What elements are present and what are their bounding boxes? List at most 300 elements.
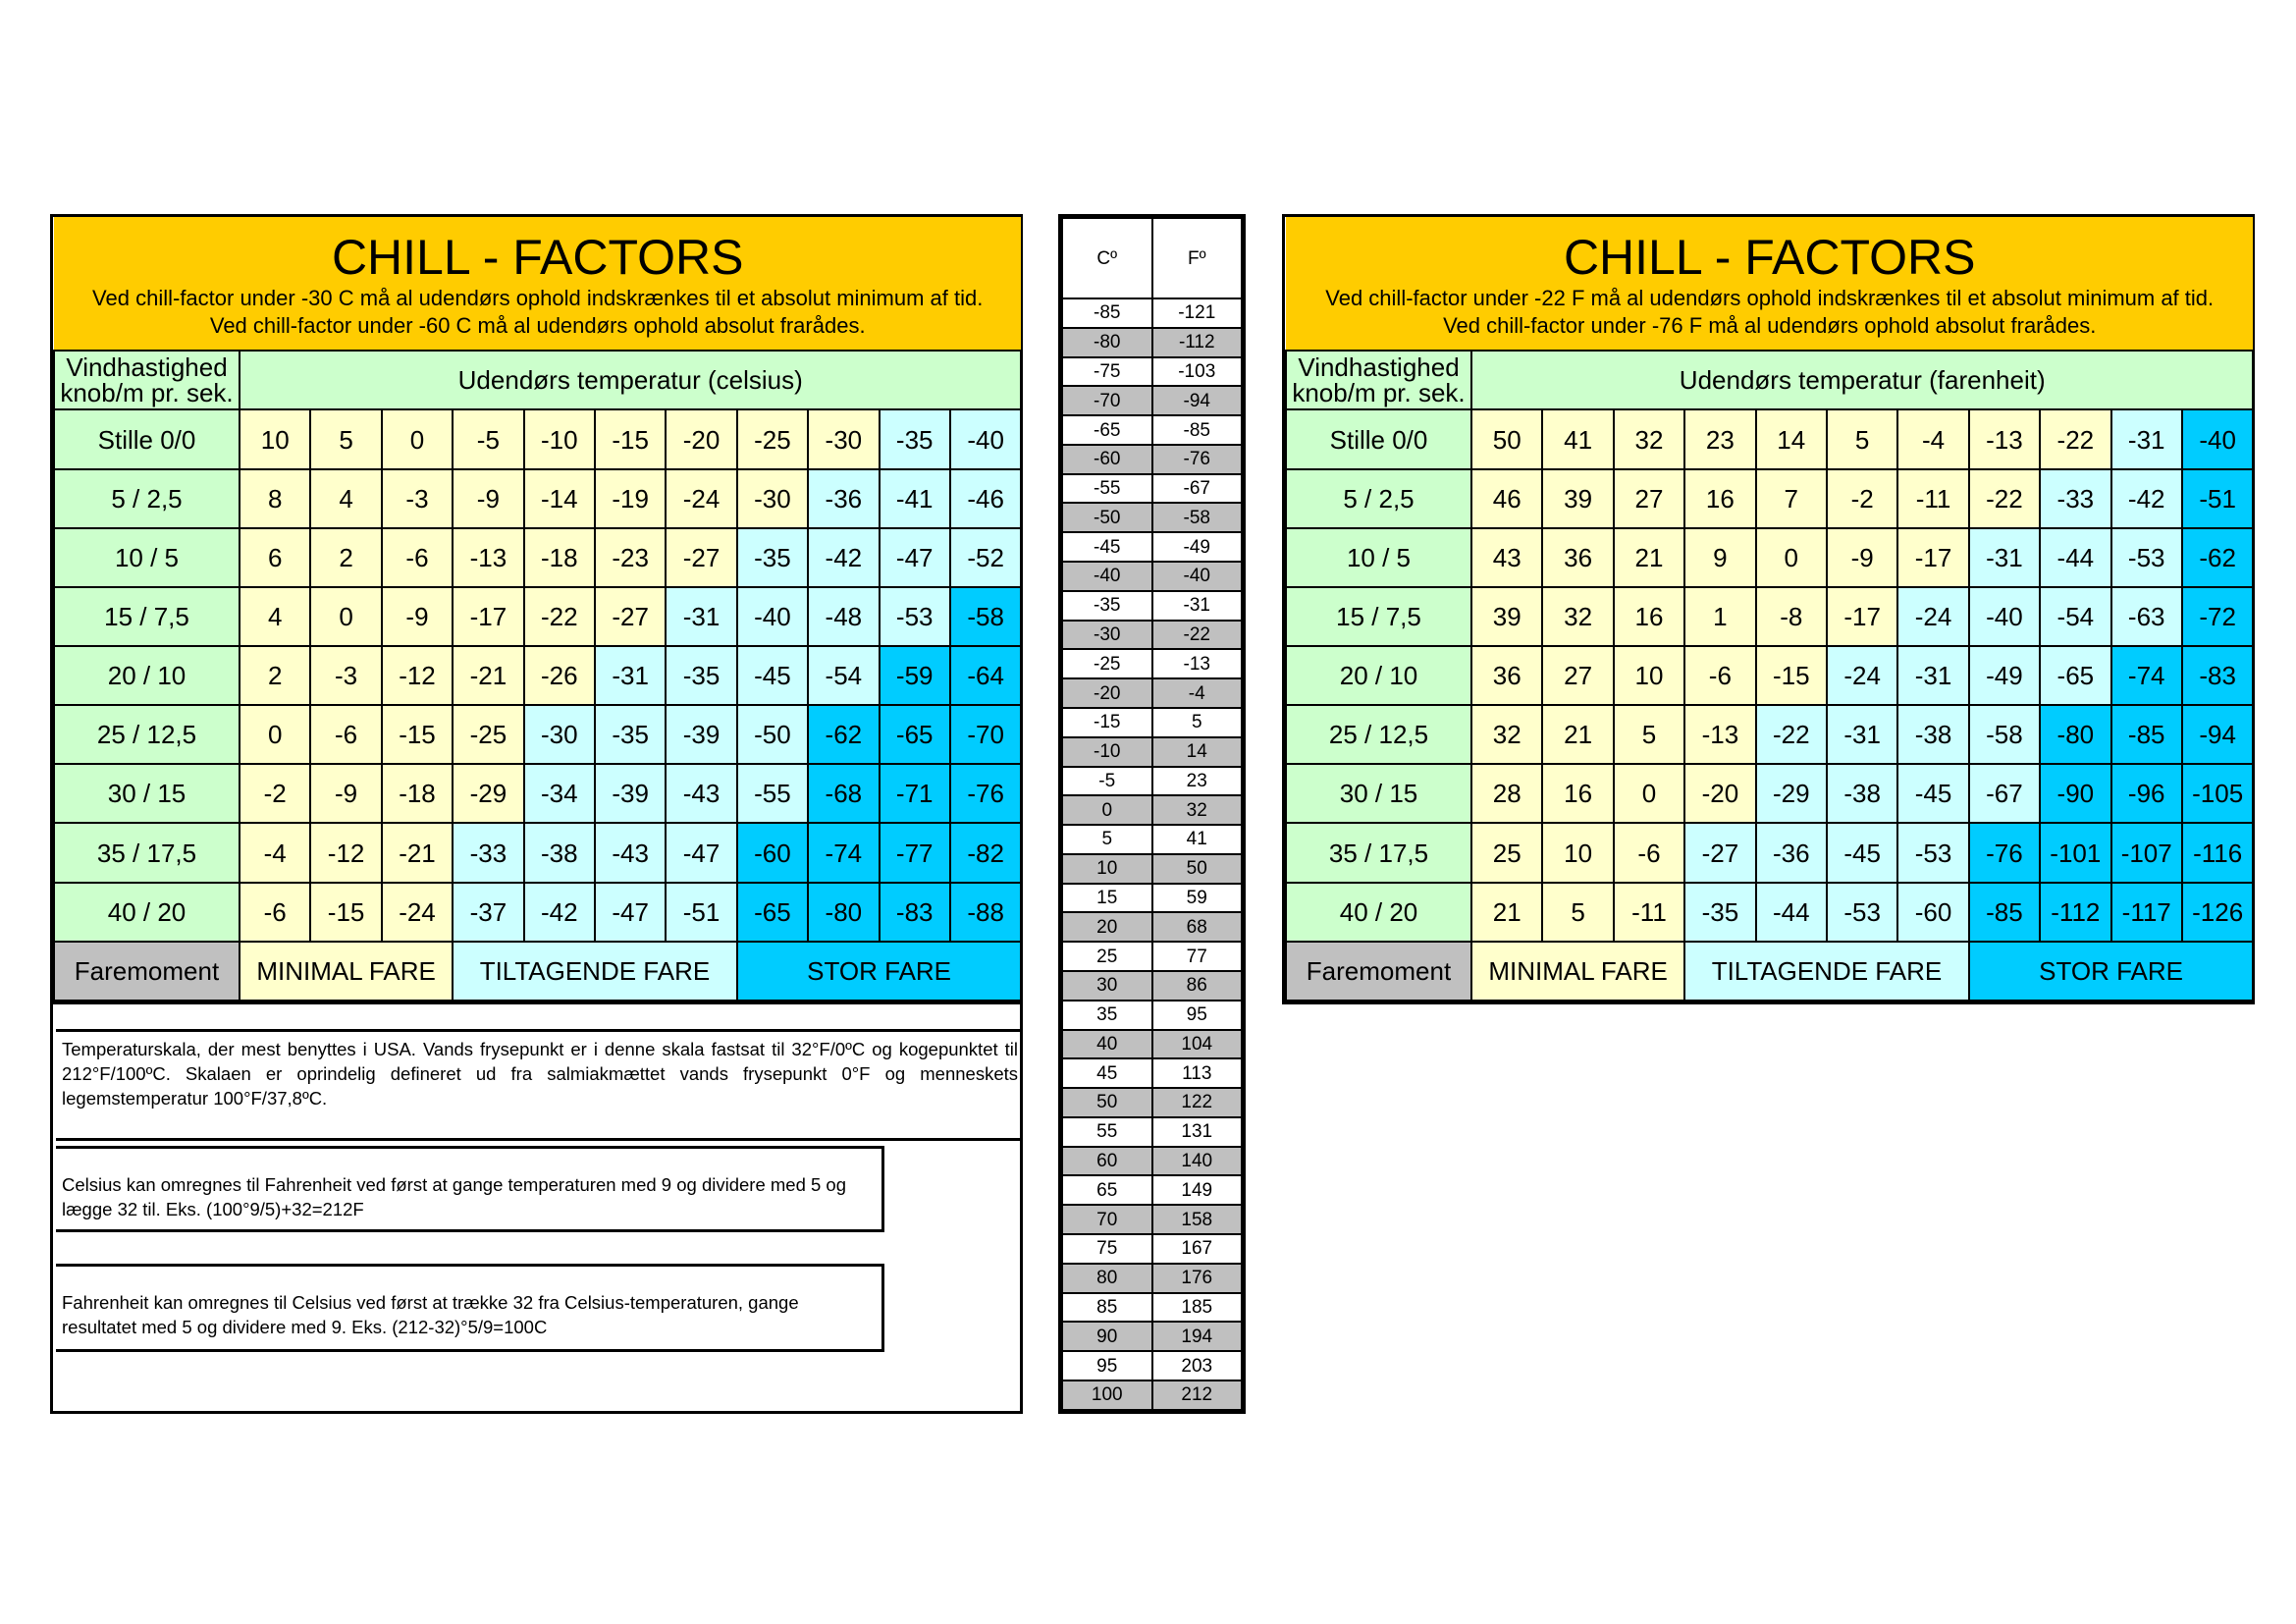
conversion-row	[1062, 591, 1242, 621]
celsius-chill-value: -39	[666, 705, 736, 764]
fahrenheit-chill-value: -31	[1827, 705, 1897, 764]
celsius-chill-value: -6	[310, 705, 381, 764]
conversion-grid	[1061, 217, 1243, 1411]
fahrenheit-chill-value: 39	[1471, 587, 1542, 646]
celsius-chill-value: -12	[382, 646, 453, 705]
conversion-fahrenheit-value: -85	[1152, 415, 1243, 445]
fahrenheit-chill-value: 5	[1614, 705, 1684, 764]
celsius-chill-value: -24	[666, 469, 736, 528]
celsius-chill-value: -65	[737, 883, 808, 942]
fahrenheit-chill-table	[1285, 217, 2254, 1001]
celsius-chill-value: -82	[950, 823, 1022, 882]
celsius-chill-value: -20	[666, 409, 736, 468]
fahrenheit-row	[1286, 646, 2253, 705]
fahrenheit-legend-label: Faremoment	[1286, 942, 1471, 1001]
fahrenheit-chill-value: -96	[2111, 764, 2182, 823]
celsius-legend-tiltagende: TILTAGENDE FARE	[453, 942, 737, 1001]
conversion-fahrenheit-value: 140	[1152, 1147, 1243, 1176]
celsius-wind-speed-label: 30 / 15	[54, 764, 240, 823]
conversion-fahrenheit-value: 86	[1152, 971, 1243, 1001]
fahrenheit-chill-value: -20	[1684, 764, 1755, 823]
conversion-fahrenheit-value: -4	[1152, 678, 1243, 708]
conversion-fahrenheit-value: 158	[1152, 1205, 1243, 1234]
conversion-row	[1062, 445, 1242, 474]
celsius-chill-value: -47	[880, 528, 950, 587]
fahrenheit-row	[1286, 469, 2253, 528]
conversion-celsius-value: -20	[1062, 678, 1152, 708]
fahrenheit-chill-value: 16	[1684, 469, 1755, 528]
fahrenheit-chill-value: -8	[1756, 587, 1827, 646]
fahrenheit-title: CHILL - FACTORS	[1563, 229, 1976, 285]
conversion-row	[1062, 1264, 1242, 1293]
fahrenheit-chill-value: 25	[1471, 823, 1542, 882]
conversion-row	[1062, 1205, 1242, 1234]
celsius-chill-value: -3	[382, 469, 453, 528]
conversion-fahrenheit-value: -121	[1152, 298, 1243, 328]
conversion-row	[1062, 971, 1242, 1001]
conversion-fahrenheit-value: -112	[1152, 328, 1243, 357]
conversion-celsius-value: -65	[1062, 415, 1152, 445]
fahrenheit-chill-value: -54	[2040, 587, 2110, 646]
celsius-chill-value: -29	[453, 764, 523, 823]
fahrenheit-title-block	[1286, 217, 2253, 351]
fahrenheit-chill-value: -29	[1756, 764, 1827, 823]
conversion-celsius-value: 35	[1062, 1001, 1152, 1030]
fahrenheit-chill-value: -53	[1827, 883, 1897, 942]
celsius-legend-label: Faremoment	[54, 942, 240, 1001]
celsius-chill-value: -65	[880, 705, 950, 764]
celsius-chill-value: -83	[880, 883, 950, 942]
celsius-row	[54, 705, 1021, 764]
celsius-wind-header	[54, 351, 240, 409]
conversion-body	[1062, 218, 1242, 1410]
fahrenheit-row	[1286, 705, 2253, 764]
conversion-row	[1062, 621, 1242, 650]
celsius-row	[54, 587, 1021, 646]
celsius-chill-value: -88	[950, 883, 1022, 942]
celsius-chill-value: -31	[666, 587, 736, 646]
conversion-celsius-value: 80	[1062, 1264, 1152, 1293]
conversion-row	[1062, 1001, 1242, 1030]
conversion-row	[1062, 1175, 1242, 1205]
fahrenheit-chill-value: 21	[1614, 528, 1684, 587]
conversion-celsius-value: -75	[1062, 357, 1152, 387]
fahrenheit-chill-value: 27	[1542, 646, 1613, 705]
conversion-fahrenheit-value: 32	[1152, 795, 1243, 825]
fahrenheit-chill-value: -45	[1897, 764, 1968, 823]
fahrenheit-row	[1286, 587, 2253, 646]
fahrenheit-chill-value: 50	[1471, 409, 1542, 468]
celsius-chill-value: 2	[310, 528, 381, 587]
fahrenheit-chill-value: -94	[2182, 705, 2254, 764]
conversion-fahrenheit-value: 14	[1152, 737, 1243, 767]
fahrenheit-chill-value: -17	[1897, 528, 1968, 587]
fahrenheit-chill-value: -116	[2182, 823, 2254, 882]
conversion-row	[1062, 357, 1242, 387]
celsius-row	[54, 823, 1021, 882]
fahrenheit-chill-value: -22	[1756, 705, 1827, 764]
conversion-celsius-value: -70	[1062, 386, 1152, 415]
conversion-celsius-value: -50	[1062, 503, 1152, 532]
conversion-celsius-value: -40	[1062, 562, 1152, 591]
conversion-row	[1062, 1322, 1242, 1351]
celsius-wind-speed-label: 20 / 10	[54, 646, 240, 705]
fahrenheit-wind-speed-label: 30 / 15	[1286, 764, 1471, 823]
fahrenheit-chill-value: -38	[1897, 705, 1968, 764]
conversion-celsius-value: -45	[1062, 532, 1152, 562]
conversion-row	[1062, 678, 1242, 708]
conversion-fahrenheit-value: 194	[1152, 1322, 1243, 1351]
celsius-wind-header-line1: Vindhastighed	[66, 352, 228, 383]
celsius-chill-value: -47	[666, 823, 736, 882]
celsius-chill-value: -43	[595, 823, 666, 882]
celsius-chill-value: 0	[382, 409, 453, 468]
celsius-chill-value: -2	[240, 764, 310, 823]
fahrenheit-legend-body	[1286, 942, 2253, 1001]
conversion-fahrenheit-value: 131	[1152, 1117, 1243, 1147]
conversion-fahrenheit-value: -40	[1152, 562, 1243, 591]
conversion-celsius-value: 85	[1062, 1293, 1152, 1323]
conversion-fahrenheit-value: -58	[1152, 503, 1243, 532]
fahrenheit-chill-value: -13	[1684, 705, 1755, 764]
celsius-chill-value: -4	[240, 823, 310, 882]
celsius-wind-speed-label: 15 / 7,5	[54, 587, 240, 646]
conversion-fahrenheit-value: 122	[1152, 1088, 1243, 1117]
celsius-chill-value: -47	[595, 883, 666, 942]
celsius-wind-speed-label: 5 / 2,5	[54, 469, 240, 528]
conversion-celsius-value: 95	[1062, 1351, 1152, 1380]
conversion-celsius-value: 50	[1062, 1088, 1152, 1117]
fahrenheit-wind-header	[1286, 351, 1471, 409]
celsius-chill-value: -25	[737, 409, 808, 468]
fahrenheit-chill-value: -31	[1897, 646, 1968, 705]
note-fahrenheit-to-celsius: Fahrenheit kan omregnes til Celsius ved først at trække 32 fra Celsius-temperaturen, gange resultatet med 5 og dividere med 9. Eks. (212-32)°5/9=100C	[56, 1264, 884, 1352]
fahrenheit-chill-value: -58	[1969, 705, 2040, 764]
celsius-chill-value: -35	[880, 409, 950, 468]
celsius-chill-value: -45	[737, 646, 808, 705]
conversion-fahrenheit-value: 176	[1152, 1264, 1243, 1293]
celsius-wind-speed-label: 35 / 17,5	[54, 823, 240, 882]
celsius-warning-2: Ved chill-factor under -60 C må al udendørs ophold absolut frarådes.	[209, 312, 866, 338]
celsius-chill-chart	[50, 214, 1023, 1004]
conversion-fahrenheit-value: -13	[1152, 649, 1243, 678]
celsius-chill-value: -19	[595, 469, 666, 528]
celsius-title: CHILL - FACTORS	[331, 229, 744, 285]
celsius-warning-1: Ved chill-factor under -30 C må al udendørs ophold indskrænkes til et absolut minimum af tid.	[92, 285, 984, 310]
celsius-row	[54, 883, 1021, 942]
conversion-celsius-value: -30	[1062, 621, 1152, 650]
fahrenheit-chill-value: -38	[1827, 764, 1897, 823]
conversion-row	[1062, 1234, 1242, 1264]
fahrenheit-chill-value: -2	[1827, 469, 1897, 528]
celsius-chill-value: -43	[666, 764, 736, 823]
celsius-temp-header: Udendørs temperatur (celsius)	[240, 351, 1021, 409]
celsius-chill-value: -38	[524, 823, 595, 882]
celsius-chill-value: -31	[595, 646, 666, 705]
fahrenheit-chill-value: 27	[1614, 469, 1684, 528]
celsius-legend-body	[54, 942, 1021, 1001]
conversion-celsius-value: -10	[1062, 737, 1152, 767]
fahrenheit-wind-speed-label: Stille 0/0	[1286, 409, 1471, 468]
fahrenheit-legend-minimal: MINIMAL FARE	[1471, 942, 1684, 1001]
conversion-fahrenheit-value: 59	[1152, 884, 1243, 913]
fahrenheit-chill-value: -31	[1969, 528, 2040, 587]
conversion-row	[1062, 854, 1242, 884]
fahrenheit-chill-value: 21	[1471, 883, 1542, 942]
celsius-chill-value: -39	[595, 764, 666, 823]
fahrenheit-warning-2: Ved chill-factor under -76 F må al udendørs ophold absolut frarådes.	[1443, 312, 2097, 338]
fahrenheit-chill-value: -60	[1897, 883, 1968, 942]
conversion-fahrenheit-value: 104	[1152, 1030, 1243, 1059]
conversion-celsius-value: 30	[1062, 971, 1152, 1001]
celsius-chill-value: -9	[310, 764, 381, 823]
celsius-chill-value: -15	[310, 883, 381, 942]
fahrenheit-chill-value: -117	[2111, 883, 2182, 942]
celsius-chill-value: -70	[950, 705, 1022, 764]
celsius-chill-value: 10	[240, 409, 310, 468]
celsius-chill-value: -18	[382, 764, 453, 823]
celsius-chill-value: -42	[808, 528, 879, 587]
conversion-row	[1062, 649, 1242, 678]
fahrenheit-chill-value: -51	[2182, 469, 2254, 528]
celsius-chill-value: -6	[240, 883, 310, 942]
fahrenheit-chill-value: -45	[1827, 823, 1897, 882]
fahrenheit-chill-value: -36	[1756, 823, 1827, 882]
fahrenheit-chill-value: 10	[1614, 646, 1684, 705]
note-fahrenheit-scale: Temperaturskala, der mest benyttes i USA. Vands frysepunkt er i denne skala fastsat til 32°F/0ºC og kogepunktet til 212°F/100ºC. Skalaen er oprindelig defineret ud fra salmiakmættet vands frysepunkt 0°F og menneskets legemstemperatur 100°F/37,8ºC.	[56, 1029, 1020, 1141]
celsius-chill-value: -64	[950, 646, 1022, 705]
fahrenheit-chill-value: -24	[1897, 587, 1968, 646]
fahrenheit-legend-tiltagende: TILTAGENDE FARE	[1684, 942, 1969, 1001]
fahrenheit-chill-value: -27	[1684, 823, 1755, 882]
conversion-celsius-value: 90	[1062, 1322, 1152, 1351]
celsius-row	[54, 469, 1021, 528]
celsius-chill-value: -17	[453, 587, 523, 646]
celsius-chill-value: -13	[453, 528, 523, 587]
fahrenheit-wind-speed-label: 15 / 7,5	[1286, 587, 1471, 646]
conversion-row	[1062, 1030, 1242, 1059]
celsius-chill-value: -74	[808, 823, 879, 882]
conversion-row	[1062, 328, 1242, 357]
fahrenheit-chill-value: 23	[1684, 409, 1755, 468]
conversion-row	[1062, 503, 1242, 532]
fahrenheit-chill-value: 1	[1684, 587, 1755, 646]
conversion-celsius-value: 15	[1062, 884, 1152, 913]
conversion-row	[1062, 415, 1242, 445]
notes-panel	[50, 1002, 1023, 1414]
note-celsius-to-fahrenheit: Celsius kan omregnes til Fahrenheit ved først at gange temperaturen med 9 og dividere med 5 og lægge 32 til. Eks. (100°9/5)+32=212F	[56, 1146, 884, 1232]
celsius-chill-table	[53, 217, 1022, 1001]
fahrenheit-wind-speed-label: 40 / 20	[1286, 883, 1471, 942]
celsius-chill-value: -10	[524, 409, 595, 468]
fahrenheit-row	[1286, 528, 2253, 587]
conversion-row	[1062, 298, 1242, 328]
fahrenheit-wind-header-line2: knob/m pr. sek.	[1292, 378, 1466, 408]
fahrenheit-chill-value: -4	[1897, 409, 1968, 468]
conversion-row	[1062, 912, 1242, 942]
celsius-chill-value: -53	[880, 587, 950, 646]
fahrenheit-wind-speed-label: 5 / 2,5	[1286, 469, 1471, 528]
conversion-fahrenheit-value: -49	[1152, 532, 1243, 562]
conversion-fahrenheit-value: 212	[1152, 1380, 1243, 1410]
celsius-chill-value: -22	[524, 587, 595, 646]
celsius-chill-value: 2	[240, 646, 310, 705]
fahrenheit-chill-value: -42	[2111, 469, 2182, 528]
celsius-chill-value: -35	[666, 646, 736, 705]
fahrenheit-chill-value: 39	[1542, 469, 1613, 528]
fahrenheit-chill-value: 36	[1542, 528, 1613, 587]
celsius-chill-value: 0	[240, 705, 310, 764]
conversion-table	[1058, 214, 1246, 1414]
conversion-fahrenheit-header: Fº	[1152, 218, 1243, 298]
celsius-chill-value: -42	[524, 883, 595, 942]
fahrenheit-chill-value: -80	[2040, 705, 2110, 764]
fahrenheit-chill-value: 43	[1471, 528, 1542, 587]
conversion-celsius-value: -5	[1062, 767, 1152, 796]
celsius-chill-value: -24	[382, 883, 453, 942]
conversion-row	[1062, 767, 1242, 796]
conversion-fahrenheit-value: 41	[1152, 825, 1243, 854]
conversion-fahrenheit-value: 77	[1152, 942, 1243, 971]
conversion-celsius-value: 5	[1062, 825, 1152, 854]
celsius-chill-value: 0	[310, 587, 381, 646]
celsius-chill-value: -35	[595, 705, 666, 764]
fahrenheit-warning-1: Ved chill-factor under -22 F må al udendørs ophold indskrænkes til et absolut minimum af tid.	[1325, 285, 2215, 310]
fahrenheit-chill-value: -65	[2040, 646, 2110, 705]
fahrenheit-chill-value: -83	[2182, 646, 2254, 705]
fahrenheit-wind-speed-label: 35 / 17,5	[1286, 823, 1471, 882]
celsius-chill-value: -12	[310, 823, 381, 882]
celsius-chill-value: -14	[524, 469, 595, 528]
conversion-celsius-value: 55	[1062, 1117, 1152, 1147]
celsius-chill-value: -52	[950, 528, 1022, 587]
celsius-chill-value: -18	[524, 528, 595, 587]
fahrenheit-chill-value: -67	[1969, 764, 2040, 823]
celsius-chill-value: 6	[240, 528, 310, 587]
celsius-chill-value: -9	[453, 469, 523, 528]
fahrenheit-chill-value: -6	[1614, 823, 1684, 882]
fahrenheit-chill-value: -101	[2040, 823, 2110, 882]
fahrenheit-chill-value: -63	[2111, 587, 2182, 646]
celsius-chill-value: -23	[595, 528, 666, 587]
conversion-row	[1062, 1351, 1242, 1380]
fahrenheit-legend-stor: STOR FARE	[1969, 942, 2254, 1001]
fahrenheit-chill-value: 5	[1542, 883, 1613, 942]
fahrenheit-chill-value: 21	[1542, 705, 1613, 764]
fahrenheit-chill-value: 10	[1542, 823, 1613, 882]
conversion-celsius-value: -35	[1062, 591, 1152, 621]
conversion-fahrenheit-value: -22	[1152, 621, 1243, 650]
fahrenheit-row	[1286, 409, 2253, 468]
conversion-celsius-value: 0	[1062, 795, 1152, 825]
fahrenheit-chill-value: -22	[1969, 469, 2040, 528]
celsius-row	[54, 646, 1021, 705]
conversion-fahrenheit-value: 23	[1152, 767, 1243, 796]
fahrenheit-chill-value: -49	[1969, 646, 2040, 705]
fahrenheit-chill-value: -17	[1827, 587, 1897, 646]
celsius-chill-value: 4	[310, 469, 381, 528]
celsius-chill-value: -77	[880, 823, 950, 882]
celsius-chill-value: -6	[382, 528, 453, 587]
fahrenheit-chill-value: -85	[1969, 883, 2040, 942]
conversion-celsius-value: -85	[1062, 298, 1152, 328]
conversion-fahrenheit-value: -67	[1152, 474, 1243, 504]
conversion-row	[1062, 474, 1242, 504]
celsius-row	[54, 528, 1021, 587]
conversion-row	[1062, 737, 1242, 767]
fahrenheit-wind-header-line1: Vindhastighed	[1298, 352, 1460, 383]
fahrenheit-chill-value: -40	[1969, 587, 2040, 646]
conversion-row	[1062, 825, 1242, 854]
fahrenheit-wind-speed-label: 25 / 12,5	[1286, 705, 1471, 764]
conversion-row	[1062, 562, 1242, 591]
celsius-chill-value: -5	[453, 409, 523, 468]
fahrenheit-chill-value: 28	[1471, 764, 1542, 823]
fahrenheit-chill-value: -53	[2111, 528, 2182, 587]
celsius-chill-value: -34	[524, 764, 595, 823]
fahrenheit-chill-value: -126	[2182, 883, 2254, 942]
celsius-chill-value: -26	[524, 646, 595, 705]
celsius-chill-value: -51	[666, 883, 736, 942]
celsius-chill-value: -54	[808, 646, 879, 705]
conversion-row	[1062, 1058, 1242, 1088]
conversion-celsius-value: 65	[1062, 1175, 1152, 1205]
conversion-fahrenheit-value: 167	[1152, 1234, 1243, 1264]
celsius-table-body	[54, 217, 1021, 942]
fahrenheit-chill-value: -85	[2111, 705, 2182, 764]
conversion-fahrenheit-value: -31	[1152, 591, 1243, 621]
fahrenheit-chill-value: 36	[1471, 646, 1542, 705]
fahrenheit-chill-value: -11	[1897, 469, 1968, 528]
conversion-row	[1062, 1380, 1242, 1410]
fahrenheit-chill-value: -105	[2182, 764, 2254, 823]
fahrenheit-chill-chart	[1282, 214, 2255, 1004]
celsius-chill-value: -40	[950, 409, 1022, 468]
conversion-fahrenheit-value: 68	[1152, 912, 1243, 942]
celsius-wind-speed-label: 40 / 20	[54, 883, 240, 942]
celsius-chill-value: -27	[595, 587, 666, 646]
conversion-celsius-value: 25	[1062, 942, 1152, 971]
celsius-chill-value: -35	[737, 528, 808, 587]
conversion-celsius-value: 20	[1062, 912, 1152, 942]
conversion-row	[1062, 1117, 1242, 1147]
celsius-chill-value: -25	[453, 705, 523, 764]
celsius-wind-header-line2: knob/m pr. sek.	[60, 378, 234, 408]
celsius-chill-value: -15	[595, 409, 666, 468]
fahrenheit-chill-value: -22	[2040, 409, 2110, 468]
conversion-celsius-value: -15	[1062, 708, 1152, 737]
fahrenheit-chill-value: -72	[2182, 587, 2254, 646]
celsius-chill-value: -41	[880, 469, 950, 528]
fahrenheit-chill-value: -53	[1897, 823, 1968, 882]
celsius-chill-value: 4	[240, 587, 310, 646]
conversion-celsius-value: -80	[1062, 328, 1152, 357]
fahrenheit-chill-value: 0	[1614, 764, 1684, 823]
fahrenheit-chill-value: -90	[2040, 764, 2110, 823]
celsius-chill-value: -9	[382, 587, 453, 646]
celsius-chill-value: -50	[737, 705, 808, 764]
fahrenheit-row	[1286, 883, 2253, 942]
fahrenheit-chill-value: 32	[1542, 587, 1613, 646]
fahrenheit-chill-value: -62	[2182, 528, 2254, 587]
celsius-legend-stor: STOR FARE	[737, 942, 1022, 1001]
fahrenheit-chill-value: 41	[1542, 409, 1613, 468]
fahrenheit-chill-value: -35	[1684, 883, 1755, 942]
celsius-chill-value: 8	[240, 469, 310, 528]
celsius-chill-value: -46	[950, 469, 1022, 528]
fahrenheit-chill-value: -44	[2040, 528, 2110, 587]
conversion-fahrenheit-value: 50	[1152, 854, 1243, 884]
